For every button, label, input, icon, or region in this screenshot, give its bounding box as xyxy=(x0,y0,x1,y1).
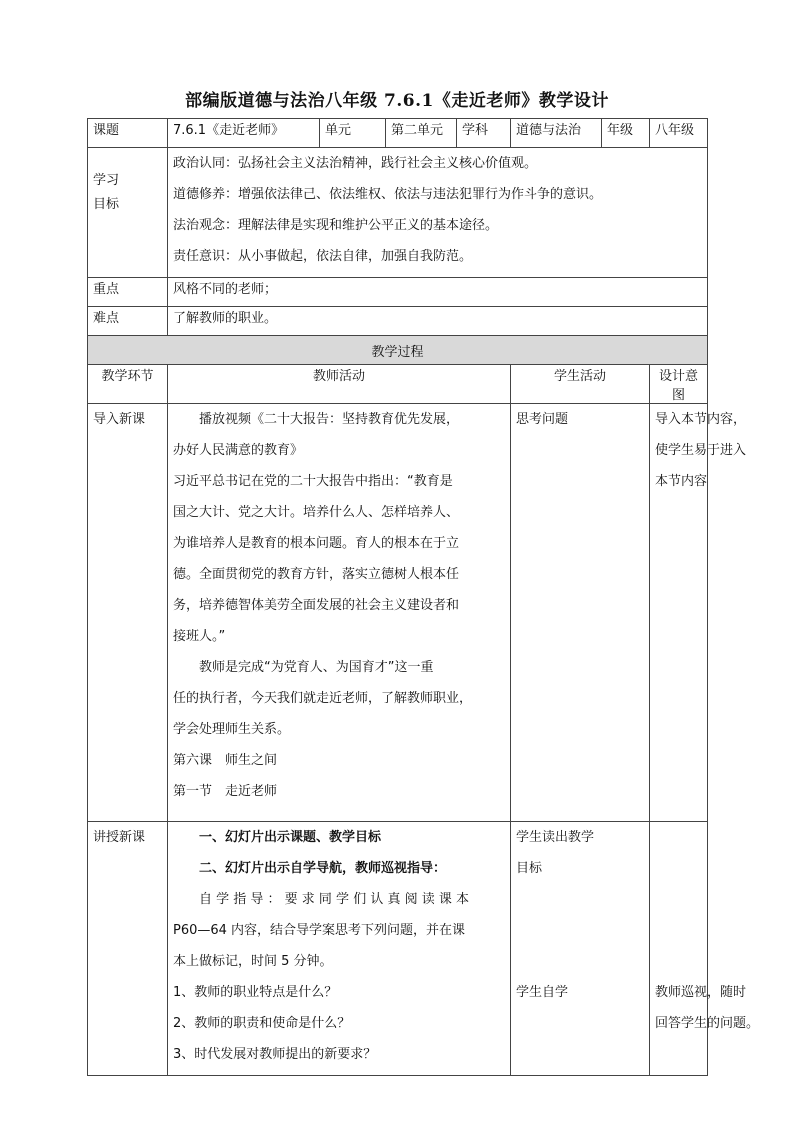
stage-name-text: 讲授新课 xyxy=(93,830,146,845)
column-header-teacher: 教师活动 xyxy=(168,365,511,404)
grade-label: 年级 xyxy=(602,119,650,148)
column-header-student: 学生活动 xyxy=(511,365,650,404)
teacher-line: 学会处理师生关系。 xyxy=(173,722,291,737)
teacher-line: 播放视频《二十大报告：坚持教育优先发展， xyxy=(199,412,460,427)
grade-value: 八年级 xyxy=(650,119,708,148)
student-line: 学生读出教学 xyxy=(516,830,595,845)
teacher-line: 教师是完成“为党育人、为国育才”这一重 xyxy=(199,660,434,675)
intent-line: 使学生易于进入 xyxy=(655,443,747,458)
objectives-label-line: 学习 xyxy=(93,173,120,188)
teacher-line: 自 学 指 导 ： 要 求 同 学 们 认 真 阅 读 课 本 xyxy=(199,892,469,907)
objective-item: 道德修养：增强依法律己、依法维权、依法与违法犯罪行为作斗争的意识。 xyxy=(173,187,603,202)
intent-line xyxy=(655,827,702,858)
difficulty-value: 了解教师的职业。 xyxy=(168,307,708,336)
teacher-line: 本上做标记，时间 5 分钟。 xyxy=(173,954,333,969)
stage-row xyxy=(88,822,708,1076)
objective-item: 政治认同：弘扬社会主义法治精神，践行社会主义核心价值观。 xyxy=(173,156,538,171)
subject-label: 学科 xyxy=(457,119,511,148)
lesson-label: 课题 xyxy=(88,119,168,148)
student-line: 目标 xyxy=(516,861,543,876)
teacher-line: 2、教师的职责和使命是什么？ xyxy=(173,1016,351,1031)
teacher-line: 接班人。” xyxy=(173,629,226,644)
teacher-line: 二、幻灯片出示自学导航，教师巡视指导： xyxy=(199,861,447,876)
intent-line: 回答学生的问题。 xyxy=(655,1016,760,1031)
teacher-line: 习近平总书记在党的二十大报告中指出：“教育是 xyxy=(173,474,453,489)
unit-label: 单元 xyxy=(320,119,386,148)
column-header-stage: 教学环节 xyxy=(88,365,168,404)
teacher-line: 德。全面贯彻党的教育方针，落实立德树人根本任 xyxy=(173,567,460,582)
objectives-label xyxy=(88,148,168,278)
teacher-line: 一、幻灯片出示课题、教学目标 xyxy=(199,830,382,845)
teacher-line: 办好人民满意的教育》 xyxy=(173,443,304,458)
design-intent xyxy=(650,822,760,1076)
stage-row xyxy=(88,404,708,822)
intent-line xyxy=(655,951,702,982)
teacher-activity xyxy=(168,822,511,1076)
intent-line xyxy=(655,889,702,920)
student-line: 思考问题 xyxy=(516,412,569,427)
intent-line: 教师巡视，随时 xyxy=(655,985,747,1000)
teacher-line: 为谁培养人是教育的根本问题。育人的根本在于立 xyxy=(173,536,460,551)
design-intent xyxy=(650,404,747,822)
difficulty-row xyxy=(88,307,708,336)
student-activity xyxy=(511,822,650,1076)
difficulty-label: 难点 xyxy=(88,307,168,336)
objectives-label-line: 目标 xyxy=(93,197,120,212)
lesson-plan-table xyxy=(87,118,760,1076)
intent-line: 导入本节内容， xyxy=(655,412,747,427)
teacher-line: 第一节 走近老师 xyxy=(173,784,278,799)
objective-item: 责任意识：从小事做起，依法自律，加强自我防范。 xyxy=(173,249,473,264)
intent-line xyxy=(655,858,702,889)
lesson-value: 7.6.1《走近老师》 xyxy=(168,119,320,148)
document-title: 部编版道德与法治八年级 7.6.1《走近老师》教学设计 xyxy=(185,91,609,111)
teacher-line: 国之大计、党之大计。培养什么人、怎样培养人、 xyxy=(173,505,460,520)
process-band-row xyxy=(88,336,708,365)
stage-name-text: 导入新课 xyxy=(93,412,146,427)
student-line xyxy=(516,951,644,982)
teacher-line: 任的执行者，今天我们就走近老师，了解教师职业， xyxy=(173,691,473,706)
objective-item: 法治观念：理解法律是实现和维护公平正义的基本途径。 xyxy=(173,218,499,233)
teacher-line: 3、时代发展对教师提出的新要求？ xyxy=(173,1047,377,1062)
objectives-list xyxy=(168,148,708,278)
key-point-value: 风格不同的老师； xyxy=(168,278,708,307)
subject-value: 道德与法治 xyxy=(511,119,602,148)
column-header-row xyxy=(88,365,708,404)
stage-name xyxy=(88,404,168,822)
student-line: 学生自学 xyxy=(516,985,569,1000)
teacher-activity xyxy=(168,404,511,822)
student-line xyxy=(516,920,644,951)
teacher-line: 务，培养德智体美劳全面发展的社会主义建设者和 xyxy=(173,598,460,613)
key-point-row xyxy=(88,278,708,307)
teacher-line: 第六课 师生之间 xyxy=(173,753,278,768)
header-row xyxy=(88,119,708,148)
student-activity xyxy=(511,404,650,822)
objectives-row xyxy=(88,148,708,278)
teacher-line: P60—64 内容，结合导学案思考下列问题，并在课 xyxy=(173,923,466,938)
stage-name xyxy=(88,822,168,1076)
intent-line: 本节内容 xyxy=(655,474,708,489)
unit-value: 第二单元 xyxy=(386,119,457,148)
teacher-line: 1、教师的职业特点是什么？ xyxy=(173,985,338,1000)
key-point-label: 重点 xyxy=(88,278,168,307)
column-header-intent: 设计意图 xyxy=(650,365,708,404)
process-title: 教学过程 xyxy=(88,336,708,365)
intent-line xyxy=(655,920,702,951)
student-line xyxy=(516,889,644,920)
